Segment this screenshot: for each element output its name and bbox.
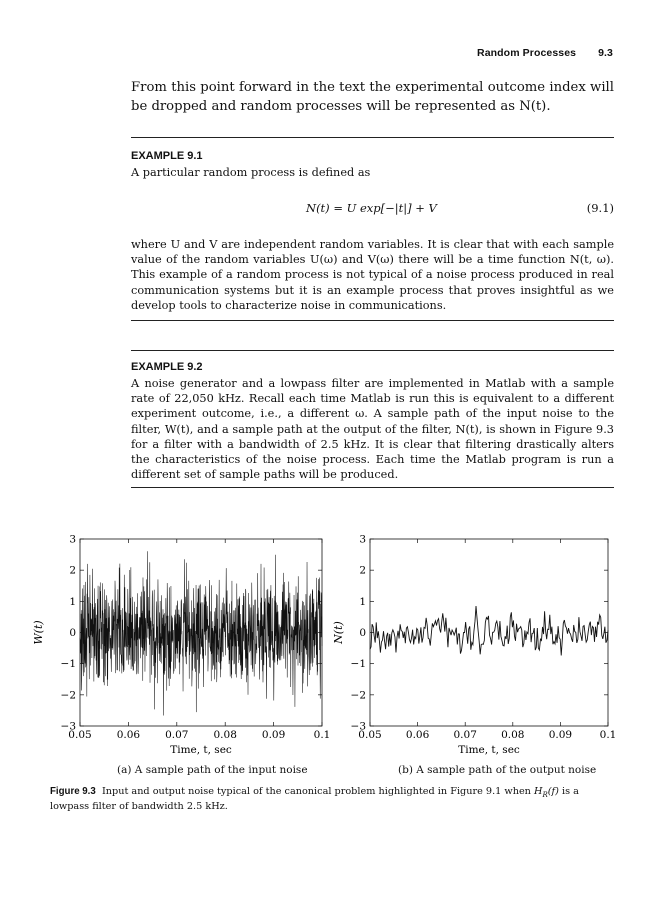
equation-number: (9.1) (586, 201, 614, 215)
x-tick-label: 0.06 (405, 729, 430, 741)
figure-caption-sub: R (542, 790, 548, 799)
x-tick-label: 0.07 (165, 729, 189, 741)
figure-caption (50, 786, 616, 814)
example1-lead: A particular random process is defined as (131, 166, 371, 179)
header-section: Random Processes (477, 47, 577, 59)
y-tick-label: 3 (69, 533, 76, 546)
plot-output-noise (330, 530, 625, 760)
x-axis-label: Time, t, sec (458, 744, 520, 756)
y-tick-label: 1 (359, 595, 366, 608)
x-tick-label: 0.09 (548, 729, 573, 741)
figure-caption-post: is a lowpass filter of bandwidth 2.5 kHz. (50, 786, 579, 813)
x-axis-label: Time, t, sec (170, 744, 232, 756)
figure-caption-math: H (534, 786, 543, 797)
plot-b-caption: (b) A sample path of the output noise (398, 764, 597, 776)
y-tick-label: 2 (69, 564, 76, 577)
noise-series-line (80, 551, 322, 715)
y-axis-label: W(t) (32, 620, 45, 645)
noise-series-line (370, 606, 608, 655)
y-tick-label: 0 (359, 627, 366, 639)
plot-b-svg (330, 530, 625, 760)
y-tick-label: 0 (69, 627, 76, 639)
x-tick-label: 0.08 (213, 729, 237, 741)
y-tick-label: −1 (60, 658, 76, 671)
example1-body: where U and V are independent random variables. It is clear that with each sample value of the random variables U(ω) and V(ω) there will be a time function N(t, ω). This example of a random process is not typical of a noise process produced in real communication systems but it is an example process that proves insightful as we develop tools to characterize noise in communications. (131, 238, 614, 312)
example2-title: EXAMPLE 9.2 (131, 361, 203, 373)
intro-paragraph: From this point forward in the text the experimental outcome index will be dropped and random processes will be represented as N(t). (131, 80, 614, 114)
x-tick-label: 0.1 (599, 729, 617, 741)
x-tick-label: 0.09 (261, 729, 286, 741)
header-page-number: 9.3 (598, 47, 613, 59)
running-header (477, 47, 613, 59)
example1-bottom-rule (131, 320, 614, 321)
x-tick-label: 0.07 (453, 729, 477, 741)
example2-body: A noise generator and a lowpass filter are implemented in Matlab with a sample rate of 22,050 kHz. Recall each time Matlab is run this is equivalent to a different experiment outcome, i.e., a different ω. A sample path of the input noise to the filter, W(t), and a sample path at the output of the filter, N(t), is shown in Figure 9.3 for a filter with a bandwidth of 2.5 kHz. It is clear that filtering drastically alters the characteristics of the noise process. Each time the Matlab program is run a different set of sample paths will be produced. (131, 377, 614, 482)
figure-label: Figure 9.3 (50, 786, 96, 797)
x-tick-label: 0.06 (116, 729, 141, 741)
x-tick-label: 0.05 (358, 729, 382, 741)
example2-top-rule (131, 350, 614, 351)
y-tick-label: −2 (350, 689, 366, 702)
y-tick-label: 3 (359, 533, 366, 546)
y-tick-label: −2 (60, 689, 76, 702)
plot-a-caption: (a) A sample path of the input noise (117, 764, 308, 776)
x-tick-label: 0.1 (313, 729, 331, 741)
example2-bottom-rule (131, 487, 614, 488)
y-tick-label: −3 (60, 720, 76, 733)
y-tick-label: 2 (359, 564, 366, 577)
x-tick-label: 0.08 (501, 729, 525, 741)
example1-title: EXAMPLE 9.1 (131, 150, 203, 162)
y-tick-label: 1 (69, 595, 76, 608)
y-tick-label: −3 (350, 720, 366, 733)
example1-top-rule (131, 137, 614, 138)
y-tick-label: −1 (350, 658, 366, 671)
y-axis-label: N(t) (332, 621, 345, 644)
figure-caption-math-arg: (f) (547, 786, 559, 797)
plot-a-svg (30, 530, 335, 760)
figure-caption-pre: Input and output noise typical of the canonical problem highlighted in Figure 9.1 when (101, 786, 534, 797)
equation-9-1: N(t) = U exp[−|t|] + V (306, 201, 437, 215)
x-tick-label: 0.05 (68, 729, 92, 741)
plot-input-noise (30, 530, 335, 760)
